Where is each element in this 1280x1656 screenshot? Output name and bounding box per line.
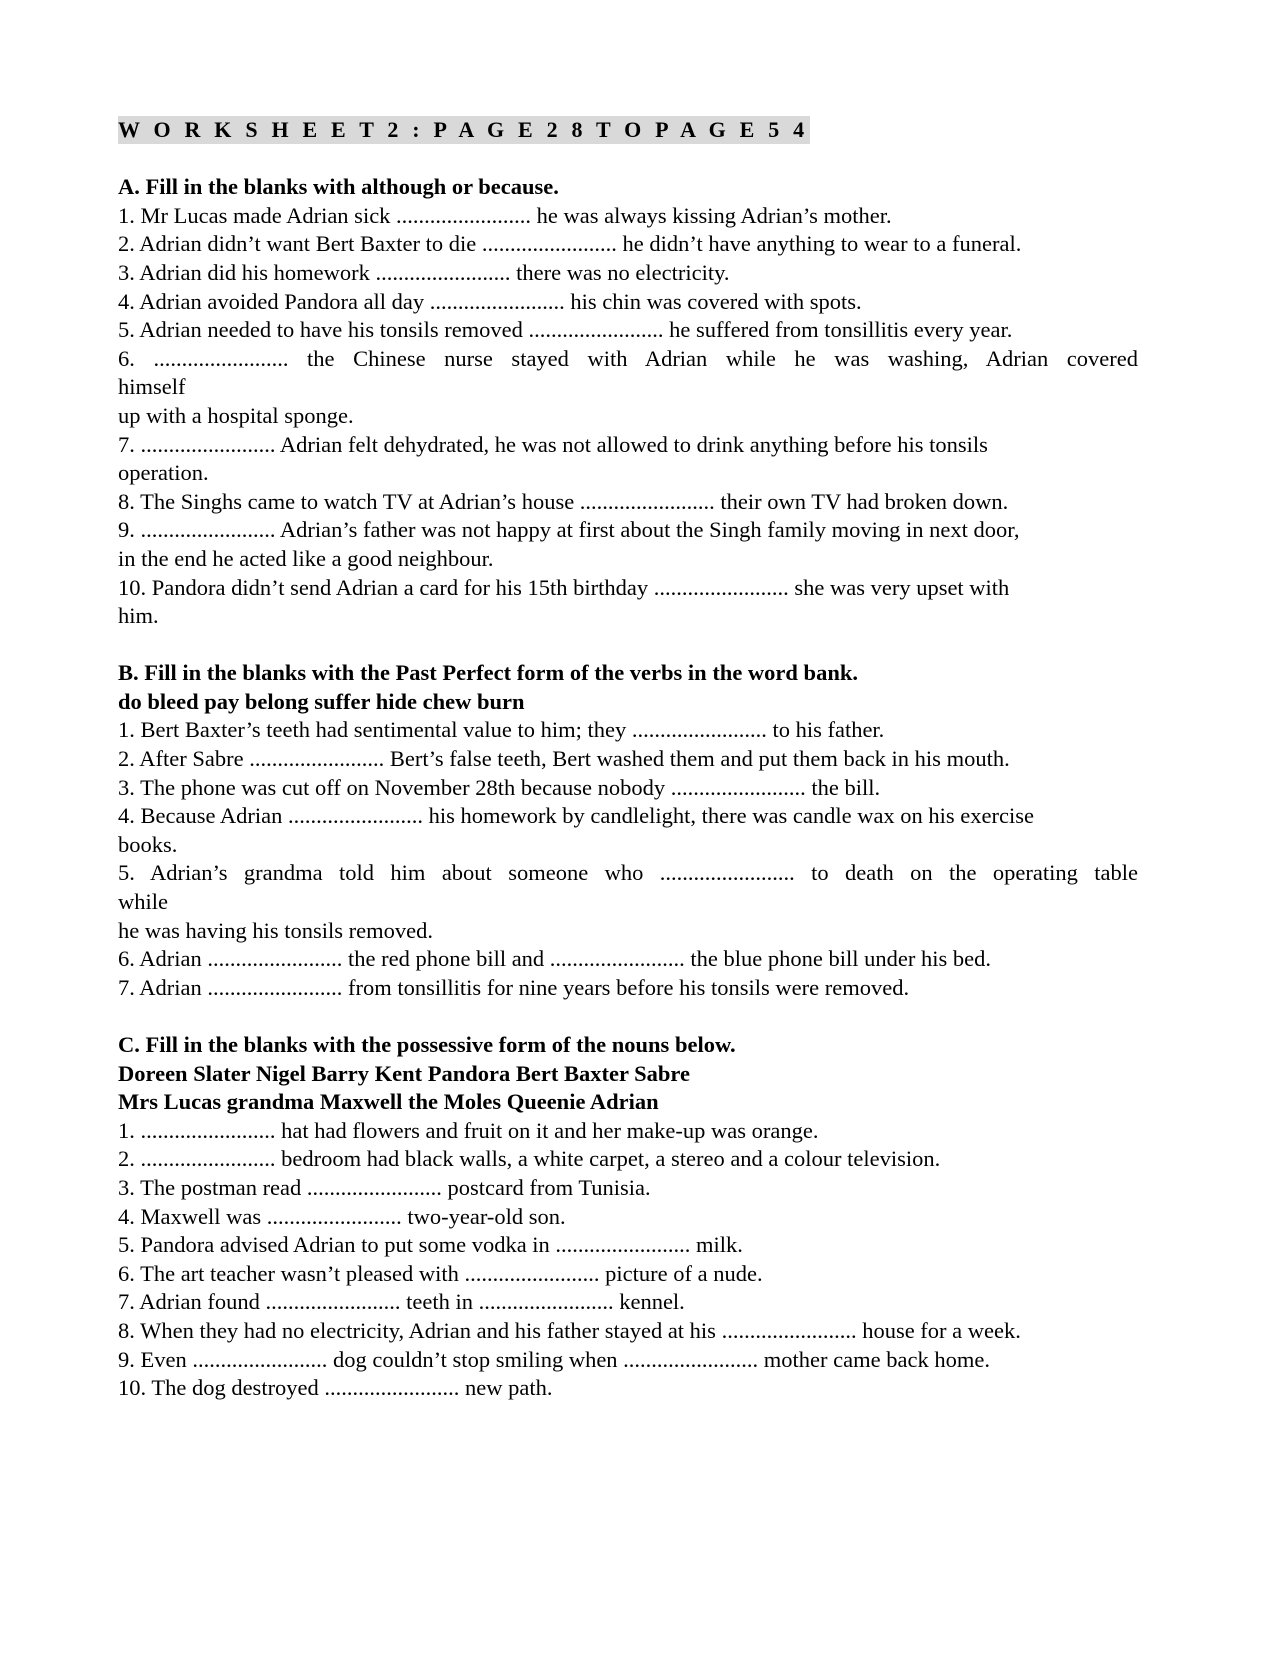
exercise-line: 4. Maxwell was ........................ two-year-old son. <box>118 1203 566 1229</box>
spacer <box>118 145 1138 174</box>
spacer <box>118 631 1138 660</box>
word-bank: do bleed pay belong suffer hide chew burn <box>118 688 525 714</box>
section-c <box>118 1031 1138 1403</box>
exercise-line: 3. The phone was cut off on November 28th because nobody ........................ the bill. <box>118 774 881 800</box>
exercise-line: 6. The art teacher wasn’t pleased with ........................ picture of a nude. <box>118 1260 763 1286</box>
exercise-line: 2. After Sabre ........................ Bert’s false teeth, Bert washed them and put them back in his mouth. <box>118 746 1010 772</box>
exercise-line: 9. Even ........................ dog couldn’t stop smiling when ........................ mother came back home. <box>118 1346 990 1372</box>
exercise-line: he was having his tonsils removed. <box>118 917 433 943</box>
exercise-line: operation. <box>118 460 209 486</box>
exercise-line: 3. The postman read ........................ postcard from Tunisia. <box>118 1174 651 1200</box>
word-bank: Mrs Lucas grandma Maxwell the Moles Queenie Adrian <box>118 1089 659 1115</box>
exercise-line: in the end he acted like a good neighbour. <box>118 545 494 571</box>
exercise-line: 1. ........................ hat had flowers and fruit on it and her make-up was orange. <box>118 1117 819 1143</box>
title-text: W O R K S H E E T 2 : P A G E 2 8 T O P A G E 5 4 <box>118 117 809 142</box>
exercise-line: 10. Pandora didn’t send Adrian a card for his 15th birthday ........................ she was very upset with <box>118 574 1010 600</box>
exercise-line: 2. ........................ bedroom had black walls, a white carpet, a stereo and a colour television. <box>118 1146 941 1172</box>
exercise-line: 4. Because Adrian ........................ his homework by candlelight, there was candle wax on his exercise <box>118 803 1035 829</box>
section-b-heading: B. Fill in the blanks with the Past Perfect form of the verbs in the word bank. <box>118 660 858 686</box>
exercise-line: 1. Bert Baxter’s teeth had sentimental value to him; they ........................ to his father. <box>118 717 885 743</box>
exercise-line: 8. The Singhs came to watch TV at Adrian’s house ........................ their own TV had broken down. <box>118 488 1009 514</box>
word-bank: Doreen Slater Nigel Barry Kent Pandora Bert Baxter Sabre <box>118 1060 690 1086</box>
worksheet-title <box>118 116 1138 145</box>
exercise-line: 5. Adrian’s grandma told him about someone who ........................ to death on the operating table <box>118 860 1138 886</box>
exercise-line: 2. Adrian didn’t want Bert Baxter to die ........................ he didn’t have anything to wear to a funeral. <box>118 231 1022 257</box>
exercise-line: 9. ........................ Adrian’s father was not happy at first about the Singh family moving in next door, <box>118 517 1020 543</box>
exercise-line: 7. Adrian ........................ from tonsillitis for nine years before his tonsils were removed. <box>118 974 910 1000</box>
spacer <box>118 1002 1138 1031</box>
exercise-line: up with a hospital sponge. <box>118 402 354 428</box>
exercise-line: 8. When they had no electricity, Adrian and his father stayed at his ........................ house for a week. <box>118 1317 1021 1343</box>
section-a <box>118 173 1138 631</box>
section-b <box>118 659 1138 1002</box>
worksheet-page <box>118 116 1138 1403</box>
exercise-line: 7. ........................ Adrian felt dehydrated, he was not allowed to drink anything before his tonsils <box>118 431 988 457</box>
exercise-line: 3. Adrian did his homework ........................ there was no electricity. <box>118 259 730 285</box>
exercise-line: 1. Mr Lucas made Adrian sick ........................ he was always kissing Adrian’s mother. <box>118 202 892 228</box>
exercise-line: 5. Adrian needed to have his tonsils removed ........................ he suffered from tonsillitis every year. <box>118 317 1013 343</box>
exercise-line: himself <box>118 374 186 400</box>
exercise-line: 10. The dog destroyed ........................ new path. <box>118 1375 553 1401</box>
section-a-heading: A. Fill in the blanks with although or because. <box>118 174 559 200</box>
exercise-line: 4. Adrian avoided Pandora all day ........................ his chin was covered with spots. <box>118 288 862 314</box>
exercise-line: him. <box>118 603 159 629</box>
exercise-line: 5. Pandora advised Adrian to put some vodka in ........................ milk. <box>118 1232 743 1258</box>
exercise-line: while <box>118 889 168 915</box>
exercise-line: 6. Adrian ........................ the red phone bill and ........................ the blue phone bill under his bed. <box>118 946 991 972</box>
section-c-heading: C. Fill in the blanks with the possessive form of the nouns below. <box>118 1032 736 1057</box>
exercise-line: 6. ........................ the Chinese nurse stayed with Adrian while he was washing, Adrian covered <box>118 345 1138 371</box>
exercise-line: 7. Adrian found ........................ teeth in ........................ kennel. <box>118 1289 685 1315</box>
exercise-line: books. <box>118 831 178 857</box>
